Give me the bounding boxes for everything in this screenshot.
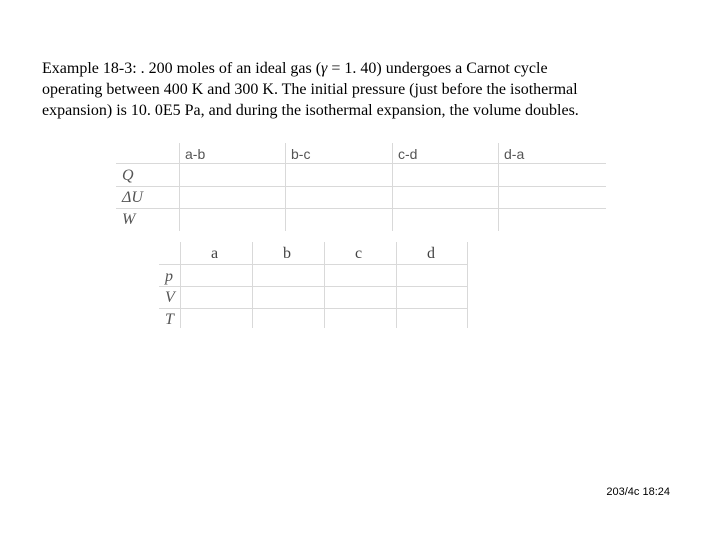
table2-vline: [324, 242, 325, 328]
table1-col-header: b-c: [291, 146, 311, 162]
table1-hline: [116, 208, 606, 209]
table1-col-header: a-b: [185, 146, 206, 162]
table1-row-label: ΔU: [122, 189, 143, 206]
table1-col-header: c-d: [398, 146, 418, 162]
table2-col-header: b: [283, 245, 291, 262]
problem-line-1-end: = 1. 40) undergoes a Carnot cycle: [327, 60, 548, 77]
table1-hline: [116, 186, 606, 187]
table2-col-header: c: [355, 245, 363, 262]
table1-vline: [179, 143, 180, 231]
table1-row-label: Q: [122, 167, 134, 184]
table2-vline: [180, 242, 181, 328]
table2-row-label: p: [165, 268, 173, 285]
gamma-symbol: γ: [321, 60, 328, 77]
table1-vline: [392, 143, 393, 231]
table1-row-label: W: [122, 211, 136, 228]
table1-vline: [285, 143, 286, 231]
problem-line-1: [42, 58, 682, 79]
table1-vline: [498, 143, 499, 231]
table2-col-header: a: [211, 245, 219, 262]
table2-hline: [159, 308, 467, 309]
problem-line-3: expansion) is 10. 0E5 Pa, and during the isothermal expansion, the volume doubles.: [42, 102, 579, 119]
table2-hline: [159, 286, 467, 287]
problem-statement: [42, 58, 682, 121]
table2-row-label: T: [165, 311, 174, 328]
problem-line-2: operating between 400 K and 300 K. The initial pressure (just before the isothermal: [42, 81, 578, 98]
table1-col-header: d-a: [504, 146, 525, 162]
table2-vline: [252, 242, 253, 328]
table2-hline: [159, 264, 467, 265]
slide-footer-id: 203/4c 18:24: [606, 486, 670, 498]
table2-row-label: V: [165, 289, 175, 306]
table2-col-header: d: [427, 245, 435, 262]
table2-vline: [467, 242, 468, 328]
problem-line-1-start: Example 18-3: . 200 moles of an ideal gas (: [42, 60, 322, 77]
table2-vline: [396, 242, 397, 328]
table1-hline: [116, 163, 606, 164]
